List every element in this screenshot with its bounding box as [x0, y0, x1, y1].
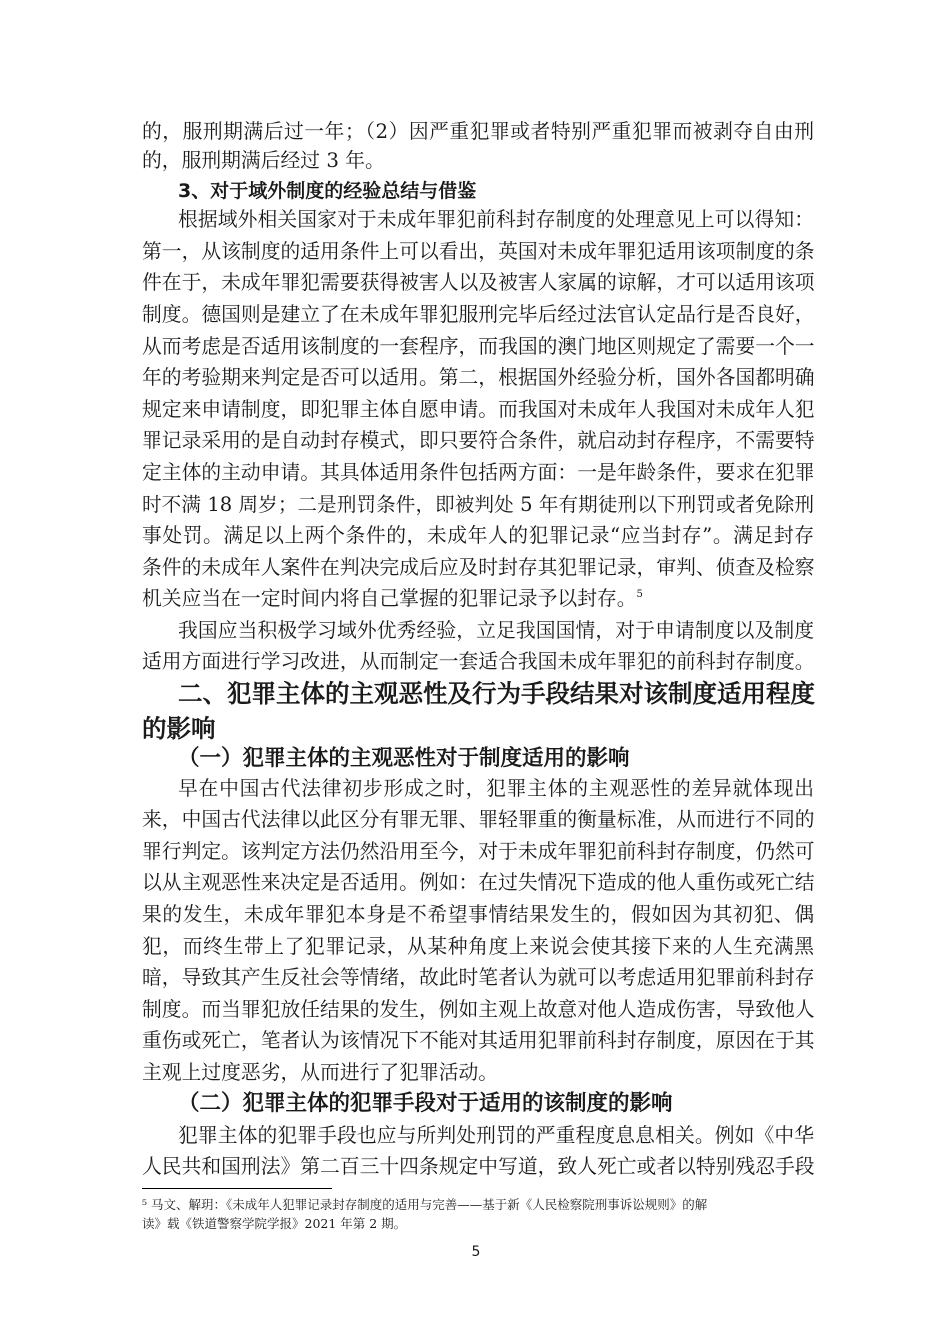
paragraph-line: 的，服刑期满后经过 3 年。 — [142, 149, 385, 172]
paragraph-line: 事处罚。满足以上两个条件的，未成年人的犯罪记录“应当封存”。满足封存 — [142, 524, 814, 547]
paragraph-line: 以从主观恶性来决定是否适用。例如：在过失情况下造成的他人重伤或死亡结 — [142, 871, 815, 894]
paragraph-line: 时不满 18 周岁；二是刑罚条件，即被判处 5 年有期徒刑以下刑罚或者免除刑 — [142, 493, 814, 516]
paragraph-line: 适用方面进行学习改进，从而制定一套适合我国未成年罪犯的前科封存制度。 — [142, 650, 815, 673]
subsection-heading: （一）犯罪主体的主观恶性对于制度适用的影响 — [178, 746, 630, 771]
paragraph-line: 暗，导致其产生反社会等情绪，故此时笔者认为就可以考虑适用犯罪前科封存 — [142, 966, 815, 989]
paragraph-line: 早在中国古代法律初步形成之时，犯罪主体的主观恶性的差异就体现出 — [178, 777, 814, 800]
paragraph-line: 主观上过度恶劣，从而进行了犯罪活动。 — [142, 1061, 499, 1084]
paragraph-line: 犯罪主体的犯罪手段也应与所判处刑罚的严重程度息息相关。例如《中华 — [178, 1124, 814, 1147]
paragraph-line: 我国应当积极学习域外优秀经验，立足我国国情，对于申请制度以及制度 — [178, 619, 814, 642]
paragraph-text: 机关应当在一定时间内将自己掌握的犯罪记录予以封存。 — [142, 587, 637, 610]
paragraph-line: 从而考虑是否适用该制度的一套程序，而我国的澳门地区则规定了需要一个一 — [142, 335, 815, 358]
paragraph-line: 犯，而终生带上了犯罪记录，从某种角度上来说会使其接下来的人生充满黑 — [142, 935, 814, 958]
paragraph-line: 果的发生，未成年罪犯本身是不希望事情结果发生的，假如因为其初犯、偶 — [142, 903, 814, 926]
paragraph-line: 制度。而当罪犯放任结果的发生，例如主观上故意对他人造成伤害，导致他人 — [142, 998, 815, 1021]
paragraph-line: 重伤或死亡，笔者认为该情况下不能对其适用犯罪前科封存制度，原因在于其 — [142, 1029, 815, 1052]
paragraph-line: 罪记录采用的是自动封存模式，即只要符合条件，就启动封存程序，不需要特 — [142, 429, 815, 452]
section-heading-continued: 的影响 — [142, 714, 216, 743]
paragraph-line-with-footnote — [142, 587, 814, 611]
subsection-heading: （二）犯罪主体的犯罪手段对于适用的该制度的影响 — [178, 1091, 673, 1116]
paragraph-line: 第一，从该制度的适用条件上可以看出，英国对未成年罪犯适用该项制度的条 — [142, 240, 815, 263]
paragraph-line: 的，服刑期满后过一年；（2）因严重犯罪或者特别严重犯罪而被剥夺自由刑 — [142, 120, 814, 143]
paragraph-line: 制度。德国则是建立了在未成年罪犯服刑完毕后经过法官认定品行是否良好， — [142, 303, 815, 326]
page-number: 5 — [471, 1244, 481, 1260]
paragraph-line: 年的考验期来判定是否可以适用。第二，根据国外经验分析，国外各国都明确 — [142, 366, 815, 389]
footnote-divider — [142, 1188, 332, 1189]
footnote-line: ⁵ 马文、解玥：《未成年人犯罪记录封存制度的适用与完善——基于新《人民检察院刑事诉讼规则》的解 — [142, 1197, 708, 1212]
paragraph-line: 规定来申请制度，即犯罪主体自愿申请。而我国对未成年人我国对未成年人犯 — [142, 398, 815, 421]
footnote-line: 读》载《铁道警察学院学报》2021 年第 2 期。 — [142, 1216, 407, 1231]
paragraph-line: 根据域外相关国家对于未成年罪犯前科封存制度的处理意见上可以得知： — [178, 208, 814, 231]
paragraph-line: 定主体的主动申请。其具体适用条件包括两方面：一是年龄条件，要求在犯罪 — [142, 461, 815, 484]
paragraph-line: 来，中国古代法律以此区分有罪无罪、罪轻罪重的衡量标准，从而进行不同的 — [142, 808, 815, 831]
footnote-reference: 5 — [636, 589, 643, 600]
paragraph-line: 件在于，未成年罪犯需要获得被害人以及被害人家属的谅解，才可以适用该项 — [142, 271, 815, 294]
subsection-heading: 3、对于域外制度的经验总结与借鉴 — [178, 180, 477, 202]
paragraph-line: 条件的未成年人案件在判决完成后应及时封存其犯罪记录，审判、侦查及检察 — [142, 556, 815, 579]
paragraph-line: 人民共和国刑法》第二百三十四条规定中写道，致人死亡或者以特别残忍手段 — [142, 1155, 815, 1178]
paragraph-line: 罪行判定。该判定方法仍然沿用至今，对于未成年罪犯前科封存制度，仍然可 — [142, 840, 815, 863]
section-heading: 二、犯罪主体的主观恶性及行为手段结果对该制度适用程度 — [178, 679, 815, 708]
